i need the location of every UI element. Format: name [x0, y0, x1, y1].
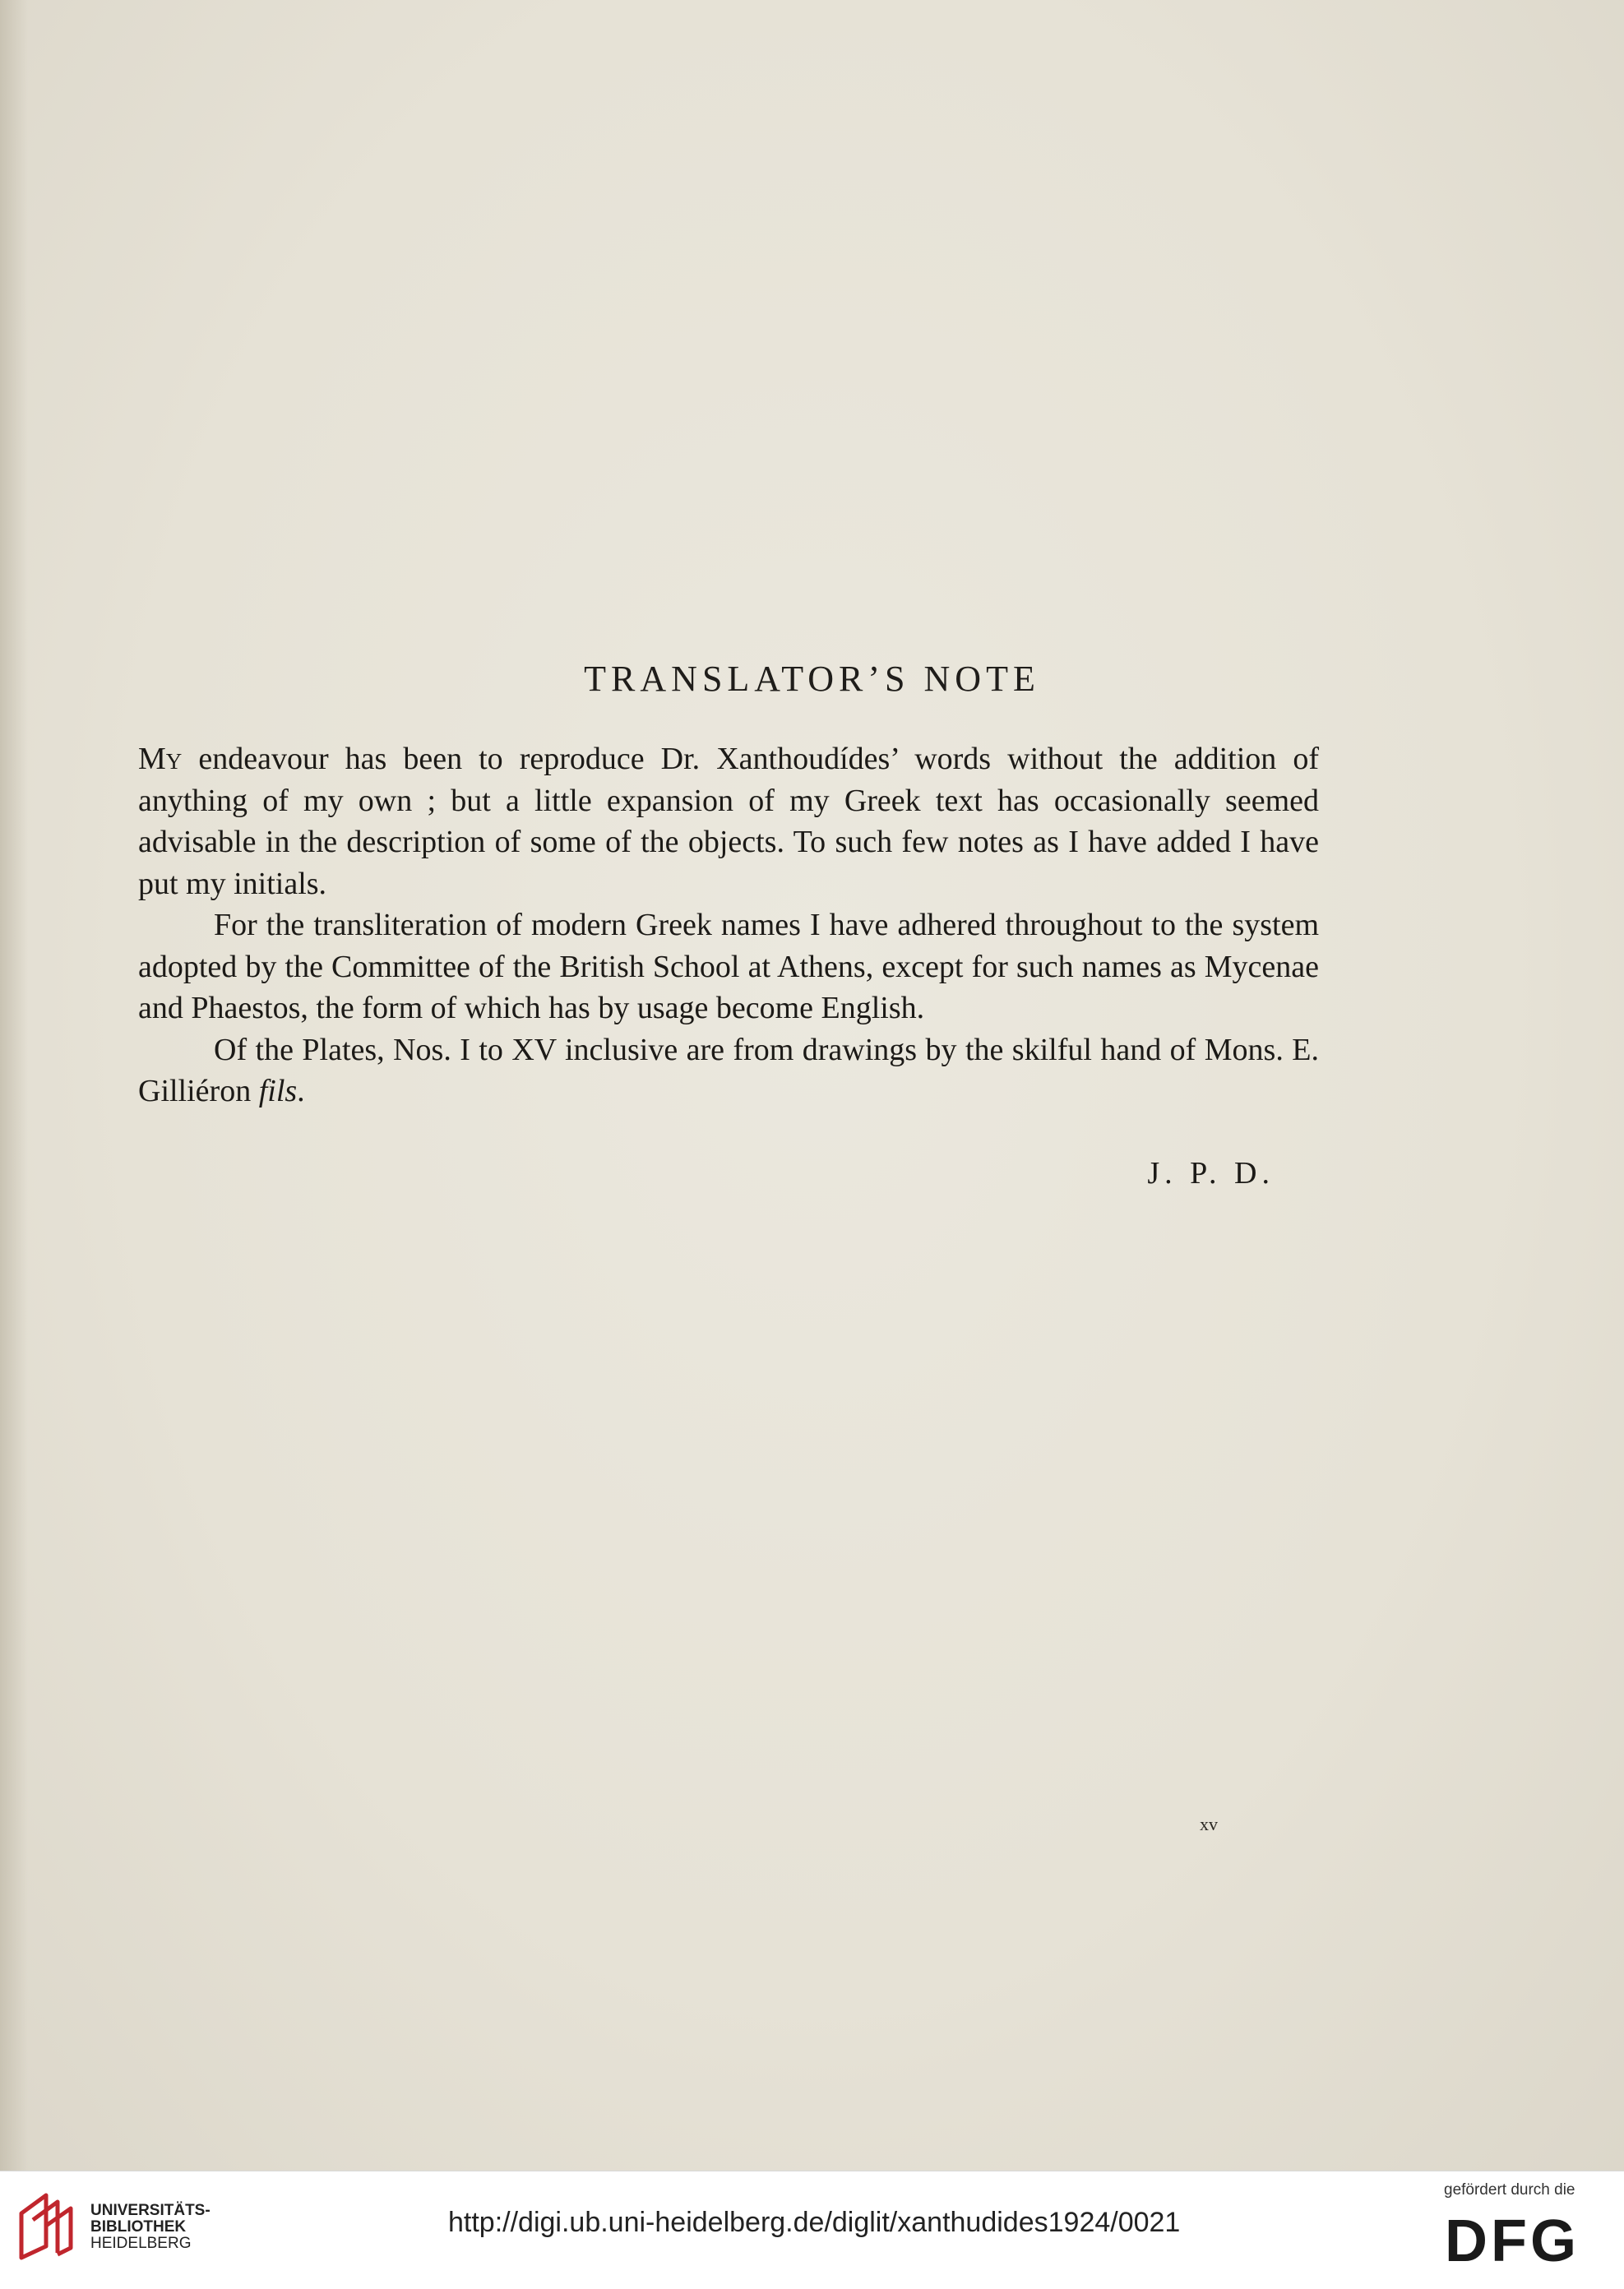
note-body [138, 738, 1319, 1112]
permalink[interactable]: http://digi.ub.uni-heidelberg.de/diglit/xanthudides1924/0021 [448, 2207, 1181, 2238]
paragraph-3-italic: fils [258, 1074, 298, 1108]
library-logo-icon[interactable] [15, 2189, 77, 2264]
paragraph-3-end: . [297, 1074, 305, 1108]
paragraph-3 [138, 1029, 1319, 1112]
library-name-line-1: UNIVERSITÄTS- [90, 2202, 211, 2219]
page-number: xv [1200, 1814, 1218, 1834]
paragraph-1-text: endeavour has been to reproduce Dr. Xanthoudídes’ words without the addition of anything of my own ; but a little expansion of my Greek text has occasionally seemed advisable in the description of some of the objects. To such few notes as I have added I have put my initials. [138, 742, 1319, 901]
paragraph-1 [138, 738, 1319, 904]
funded-by-label: gefördert durch die [1444, 2181, 1575, 2199]
library-name [90, 2203, 211, 2252]
dfg-logo[interactable]: DFG [1445, 2208, 1580, 2274]
paragraph-2 [138, 904, 1319, 1029]
paragraph-2-text: For the transliteration of modern Greek names I have adhered throughout to the system adopted by the Committee of the British School at Athens, except for such names as Mycenae and Phaestos, the form of which has by usage become English. [138, 908, 1319, 1025]
library-name-line-3: HEIDELBERG [90, 2235, 192, 2252]
paragraph-1-lead: My [138, 742, 183, 776]
library-name-line-2: BIBLIOTHEK [90, 2218, 187, 2236]
paragraph-3-text: Of the Plates, Nos. I to XV inclusive are from drawings by the skilful hand of Mons. E. Gilliéron [138, 1032, 1319, 1108]
signature: J. P. D. [1147, 1156, 1275, 1191]
page-title: TRANSLATOR’S NOTE [584, 659, 1040, 699]
